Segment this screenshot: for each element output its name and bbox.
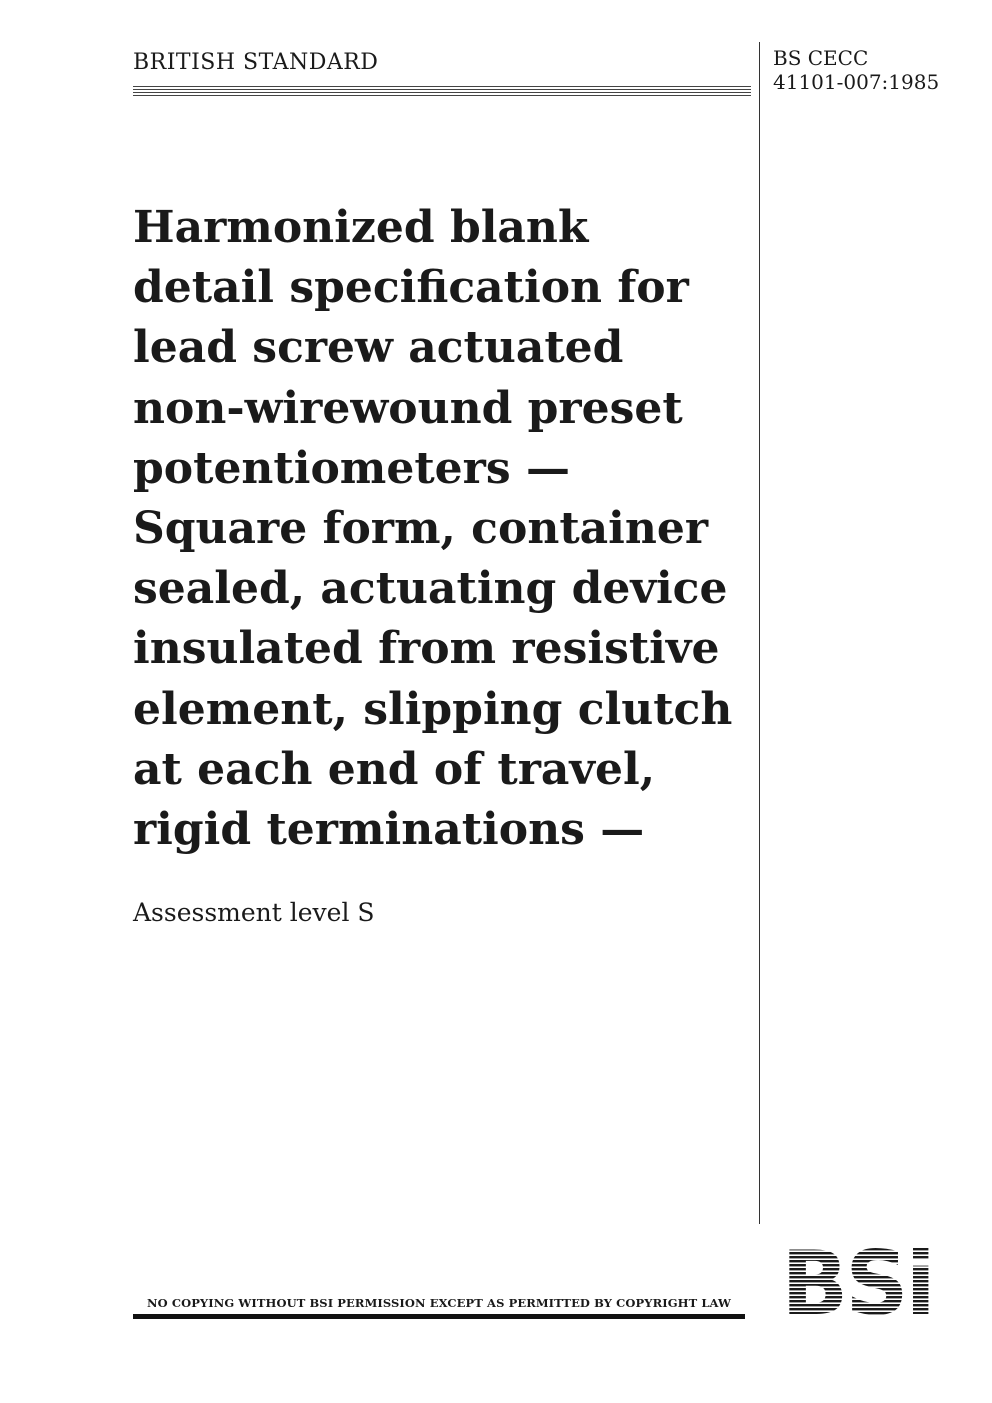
title-line: Square form, container bbox=[133, 503, 709, 555]
document-title bbox=[133, 198, 753, 860]
standard-type-label: BRITISH STANDARD bbox=[133, 50, 379, 75]
header-rule bbox=[133, 86, 751, 98]
title-line: element, slipping clutch bbox=[133, 683, 733, 735]
footer-rule bbox=[133, 1314, 745, 1319]
title-line: lead screw actuated bbox=[133, 322, 624, 374]
assessment-level: Assessment level S bbox=[133, 898, 375, 927]
title-line: detail specification for bbox=[133, 262, 689, 314]
title-line: rigid terminations — bbox=[133, 804, 645, 856]
title-line: Harmonized blank bbox=[133, 202, 589, 253]
vertical-divider bbox=[759, 42, 760, 1224]
title-line: at each end of travel, bbox=[133, 743, 656, 795]
title-line: non-wirewound preset bbox=[133, 382, 683, 434]
document-number-line-2: 41101-007:1985 bbox=[773, 70, 940, 94]
document-number bbox=[773, 46, 939, 94]
copyright-notice: NO COPYING WITHOUT BSI PERMISSION EXCEPT AS PERMITTED BY COPYRIGHT LAW bbox=[146, 1296, 732, 1310]
title-line: insulated from resistive bbox=[133, 623, 720, 675]
title-line: sealed, actuating device bbox=[133, 563, 728, 615]
bsi-logo bbox=[769, 1244, 945, 1318]
title-line: potentiometers — bbox=[133, 442, 570, 494]
document-number-line-1: BS CECC bbox=[773, 46, 869, 70]
